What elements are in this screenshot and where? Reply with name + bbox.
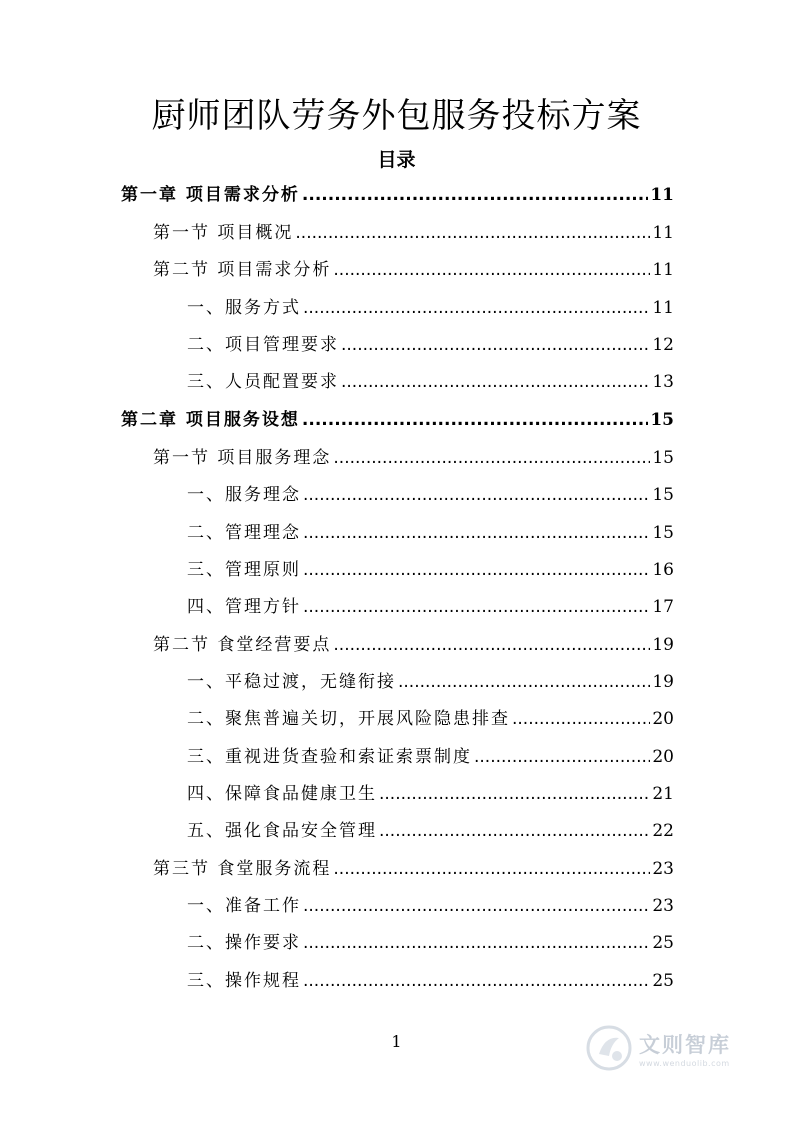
toc-entry[interactable]: [187, 742, 674, 772]
toc-entry-title: 五、强化食品安全管理: [187, 821, 377, 841]
page-number: 1: [391, 1032, 402, 1051]
toc-entry[interactable]: [187, 330, 674, 360]
toc-entry[interactable]: [187, 293, 674, 323]
toc-entry-title: 三、重视进货查验和索证索票制度: [187, 747, 472, 767]
toc-entry-page: 25: [652, 971, 674, 991]
toc-dot-leader: [341, 330, 650, 360]
toc-entry[interactable]: [187, 816, 674, 846]
document-title: 厨师团队劳务外包服务投标方案: [151, 96, 642, 136]
toc-entry-title: 一、准备工作: [187, 896, 301, 916]
toc-dot-leader: [303, 928, 650, 958]
toc-dot-leader: [398, 667, 650, 697]
toc-entry-title: 一、服务方式: [187, 298, 301, 318]
toc-entry-page: 15: [652, 448, 674, 468]
toc-entry-title: 第一章 项目需求分析: [121, 185, 300, 205]
toc-entry[interactable]: [153, 218, 674, 248]
toc-entry[interactable]: [121, 180, 674, 210]
toc-entry-title: 一、平稳过渡，无缝衔接: [187, 672, 396, 692]
toc-entry-page: 12: [652, 335, 674, 355]
toc-entry-page: 22: [652, 821, 674, 841]
toc-entry-title: 二、聚焦普遍关切，开展风险隐患排查: [187, 709, 510, 729]
toc-dot-leader: [379, 816, 650, 846]
watermark-name: 文则智库: [639, 1032, 731, 1057]
toc-entry-title: 三、管理原则: [187, 560, 301, 580]
toc-entry-title: 第二节 项目需求分析: [153, 260, 332, 280]
toc-entry[interactable]: [187, 480, 674, 510]
toc-dot-leader: [341, 367, 650, 397]
toc-entry[interactable]: [187, 779, 674, 809]
toc-dot-leader: [333, 854, 650, 884]
toc-entry[interactable]: [187, 555, 674, 585]
toc-entry[interactable]: [187, 928, 674, 958]
toc-entry-page: 19: [652, 635, 674, 655]
toc-dot-leader: [333, 443, 650, 473]
toc-dot-leader: [303, 480, 650, 510]
toc-entry[interactable]: [187, 966, 674, 996]
toc-entry-page: 15: [652, 523, 674, 543]
toc-dot-leader: [302, 180, 648, 210]
toc-entry-title: 第二节 食堂经营要点: [153, 635, 332, 655]
toc-entry-page: 16: [652, 560, 674, 580]
toc-heading: 目录: [377, 149, 416, 171]
toc-entry[interactable]: [153, 443, 674, 473]
toc-entry-title: 三、人员配置要求: [187, 372, 339, 392]
toc-entry-page: 17: [652, 597, 674, 617]
toc-dot-leader: [379, 779, 650, 809]
wenduo-logo-icon: [585, 1024, 633, 1072]
toc-entry-page: 11: [652, 298, 674, 318]
toc-entry-page: 13: [652, 372, 674, 392]
toc-dot-leader: [474, 742, 650, 772]
toc-dot-leader: [303, 966, 650, 996]
toc-entry-title: 第一节 项目概况: [153, 223, 294, 243]
toc-entry[interactable]: [187, 891, 674, 921]
toc-entry-page: 25: [652, 933, 674, 953]
toc-entry-page: 11: [652, 223, 674, 243]
toc-entry-page: 21: [652, 784, 674, 804]
toc-entry-title: 一、服务理念: [187, 485, 301, 505]
toc-entry-title: 二、操作要求: [187, 933, 301, 953]
toc-dot-leader: [333, 255, 650, 285]
toc-dot-leader: [303, 592, 650, 622]
toc-dot-leader: [303, 555, 650, 585]
toc-entry[interactable]: [187, 367, 674, 397]
toc-entry-page: 20: [652, 747, 674, 767]
toc-entry-title: 三、操作规程: [187, 971, 301, 991]
toc-entry[interactable]: [187, 518, 674, 548]
toc-dot-leader: [333, 630, 650, 660]
toc-entry[interactable]: [153, 630, 674, 660]
toc-entry-page: 19: [652, 672, 674, 692]
toc-dot-leader: [302, 405, 648, 435]
toc-entry-title: 四、保障食品健康卫生: [187, 784, 377, 804]
watermark-url: www.wenduolib.com: [639, 1058, 730, 1068]
toc-entry-title: 第三节 食堂服务流程: [153, 859, 332, 879]
toc-entry-page: 15: [650, 410, 674, 430]
toc-entry[interactable]: [187, 704, 674, 734]
toc-entry[interactable]: [153, 255, 674, 285]
watermark: [585, 1020, 785, 1076]
toc-entry-page: 23: [652, 859, 674, 879]
toc-entry-title: 四、管理方针: [187, 597, 301, 617]
toc-dot-leader: [512, 704, 650, 734]
toc-entry-page: 23: [652, 896, 674, 916]
toc-entry[interactable]: [187, 592, 674, 622]
toc-entry[interactable]: [121, 405, 674, 435]
toc-entry-page: 11: [652, 260, 674, 280]
toc-entry-page: 15: [652, 485, 674, 505]
toc-entry-title: 第一节 项目服务理念: [153, 448, 332, 468]
toc-entry-page: 20: [652, 709, 674, 729]
toc-entry-title: 二、管理理念: [187, 523, 301, 543]
toc-entry[interactable]: [153, 854, 674, 884]
toc-dot-leader: [303, 891, 650, 921]
toc-entry-title: 二、项目管理要求: [187, 335, 339, 355]
toc-dot-leader: [295, 218, 650, 248]
toc-entry[interactable]: [187, 667, 674, 697]
toc-dot-leader: [303, 518, 650, 548]
toc-dot-leader: [303, 293, 650, 323]
toc-entry-title: 第二章 项目服务设想: [121, 410, 300, 430]
toc-entry-page: 11: [650, 185, 674, 205]
